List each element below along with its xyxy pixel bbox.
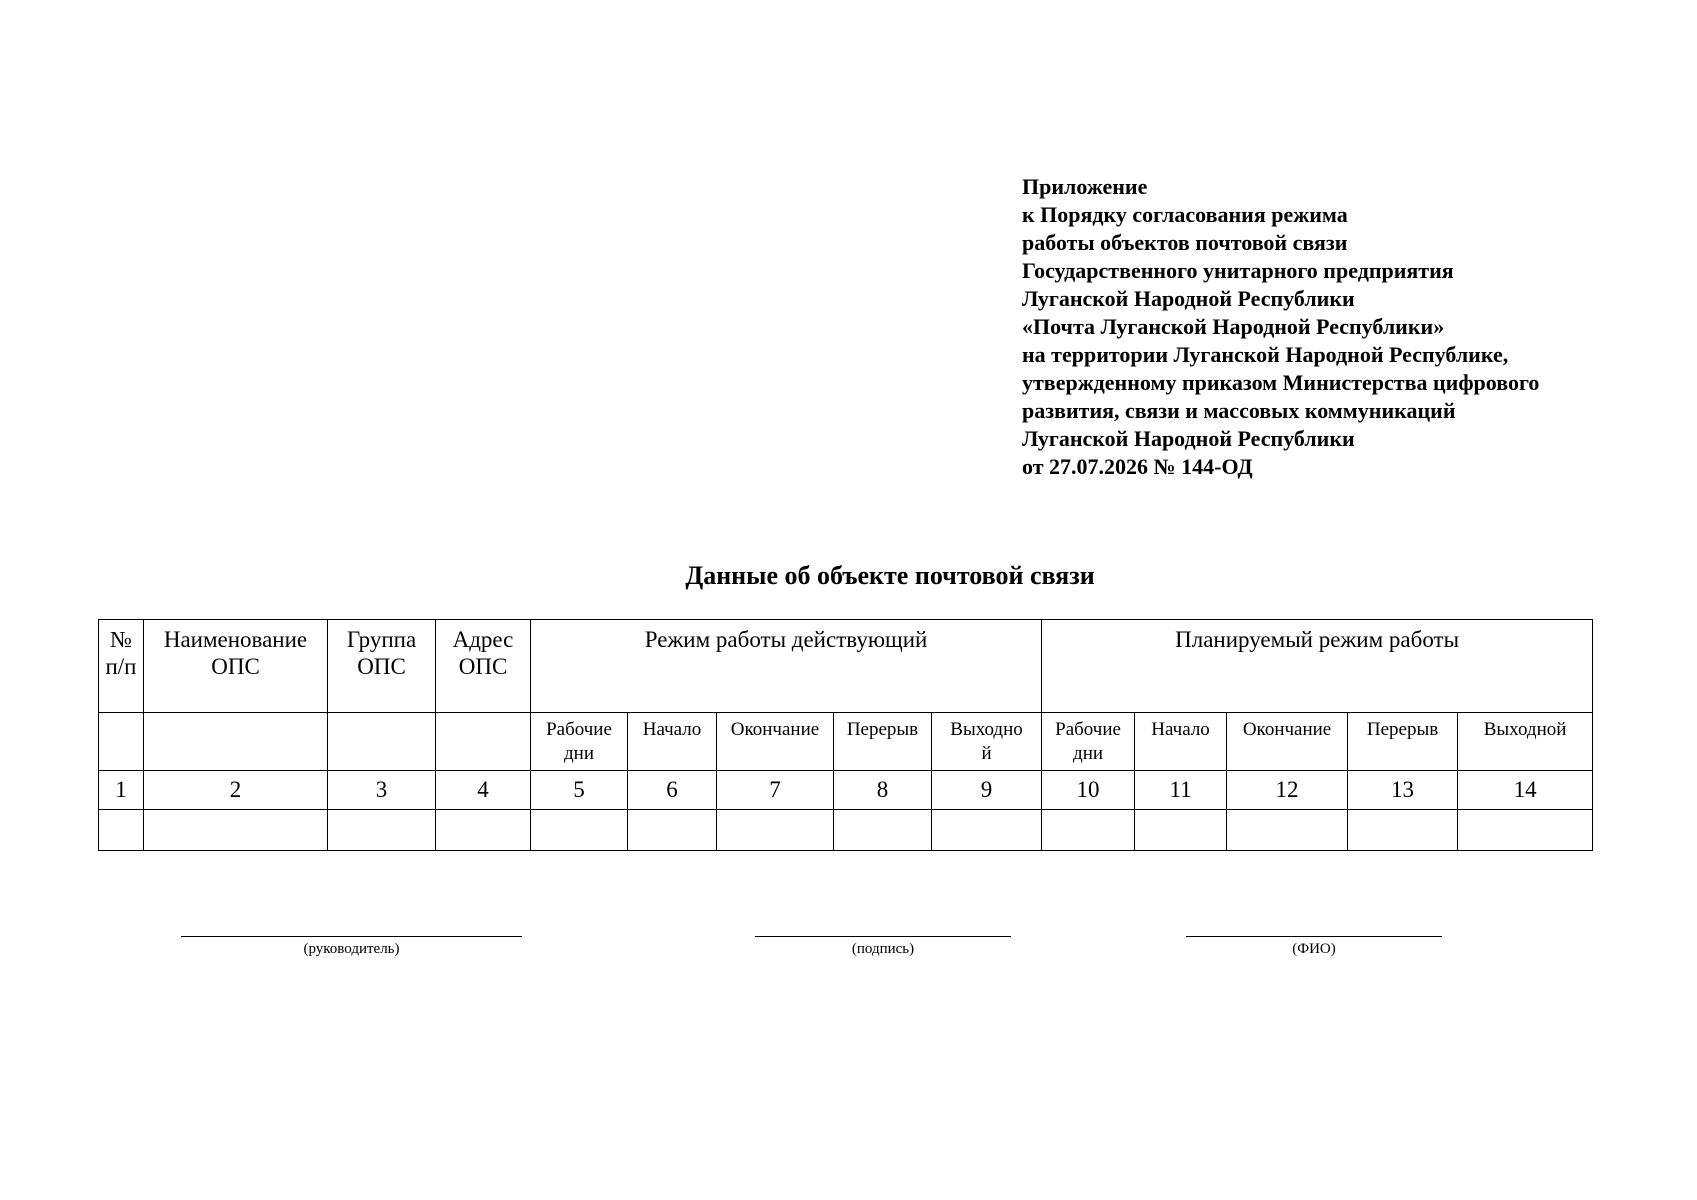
column-number-cell: 2 — [144, 771, 328, 810]
subheader-current-break: Перерыв — [834, 713, 932, 771]
subheader-current-workdays: Рабочие дни — [531, 713, 628, 771]
column-number-cell: 9 — [932, 771, 1042, 810]
column-number-cell: 12 — [1227, 771, 1348, 810]
post-office-data-table — [98, 619, 1593, 851]
subheader-current-dayoff: Выходной — [932, 713, 1042, 771]
empty-cell — [531, 810, 628, 851]
empty-cell — [328, 713, 436, 771]
column-number-cell: 8 — [834, 771, 932, 810]
subheader-planned-end: Окончание — [1227, 713, 1348, 771]
appendix-block — [1022, 173, 1642, 481]
empty-cell — [328, 810, 436, 851]
subheader-planned-workdays: Рабочие дни — [1042, 713, 1135, 771]
table-row-column-numbers — [99, 771, 1593, 810]
subheader-current-end: Окончание — [717, 713, 834, 771]
subheader-planned-dayoff: Выходной — [1458, 713, 1593, 771]
appendix-line: к Порядку согласования режима — [1022, 202, 1348, 227]
empty-cell — [99, 713, 144, 771]
column-number-cell: 6 — [628, 771, 717, 810]
empty-cell — [436, 713, 531, 771]
appendix-line: «Почта Луганской Народной Республики» — [1022, 314, 1445, 339]
subheader-planned-break: Перерыв — [1348, 713, 1458, 771]
signature-caption-full-name: (ФИО) — [1292, 941, 1336, 957]
empty-cell — [717, 810, 834, 851]
appendix-line: развития, связи и массовых коммуникаций — [1022, 398, 1456, 423]
header-cell-current-mode: Режим работы действующий — [531, 620, 1042, 713]
appendix-line: на территории Луганской Народной Республике, — [1022, 342, 1509, 367]
subheader-planned-start: Начало — [1135, 713, 1227, 771]
header-cell-number: № п/п — [99, 620, 144, 713]
empty-cell — [1348, 810, 1458, 851]
empty-cell — [628, 810, 717, 851]
column-number-cell: 7 — [717, 771, 834, 810]
column-number-cell: 1 — [99, 771, 144, 810]
signature-caption-signature: (подпись) — [851, 941, 915, 957]
appendix-line: от 27.07.2026 № 144-ОД — [1022, 454, 1253, 479]
empty-cell — [436, 810, 531, 851]
signature-line-signature — [755, 936, 1011, 958]
empty-cell — [144, 810, 328, 851]
table-row-empty — [99, 810, 1593, 851]
appendix-line: Государственного унитарного предприятия — [1022, 258, 1454, 283]
appendix-line: Приложение — [1022, 174, 1148, 199]
empty-cell — [932, 810, 1042, 851]
empty-cell — [1042, 810, 1135, 851]
empty-cell — [834, 810, 932, 851]
column-number-cell: 14 — [1458, 771, 1593, 810]
header-cell-group: Группа ОПС — [328, 620, 436, 713]
column-number-cell: 11 — [1135, 771, 1227, 810]
signature-line-manager — [181, 936, 522, 958]
document-title: Данные об объекте почтовой связи — [685, 561, 1095, 590]
empty-cell — [1458, 810, 1593, 851]
appendix-line: утвержденному приказом Министерства цифрового — [1022, 370, 1540, 395]
signature-line-full-name — [1186, 936, 1442, 958]
appendix-line: работы объектов почтовой связи — [1022, 230, 1348, 255]
column-number-cell: 5 — [531, 771, 628, 810]
column-number-cell: 13 — [1348, 771, 1458, 810]
appendix-line: Луганской Народной Республики — [1022, 426, 1355, 451]
empty-cell — [1227, 810, 1348, 851]
header-cell-planned-mode: Планируемый режим работы — [1042, 620, 1593, 713]
empty-cell — [1135, 810, 1227, 851]
column-number-cell: 4 — [436, 771, 531, 810]
table-subheader-row — [99, 713, 1593, 771]
header-cell-name: Наименование ОПС — [144, 620, 328, 713]
table-header-row — [99, 620, 1593, 713]
signature-caption-manager: (руководитель) — [303, 941, 400, 957]
header-cell-address: Адрес ОПС — [436, 620, 531, 713]
subheader-current-start: Начало — [628, 713, 717, 771]
column-number-cell: 3 — [328, 771, 436, 810]
appendix-line: Луганской Народной Республики — [1022, 286, 1355, 311]
empty-cell — [144, 713, 328, 771]
column-number-cell: 10 — [1042, 771, 1135, 810]
empty-cell — [99, 810, 144, 851]
